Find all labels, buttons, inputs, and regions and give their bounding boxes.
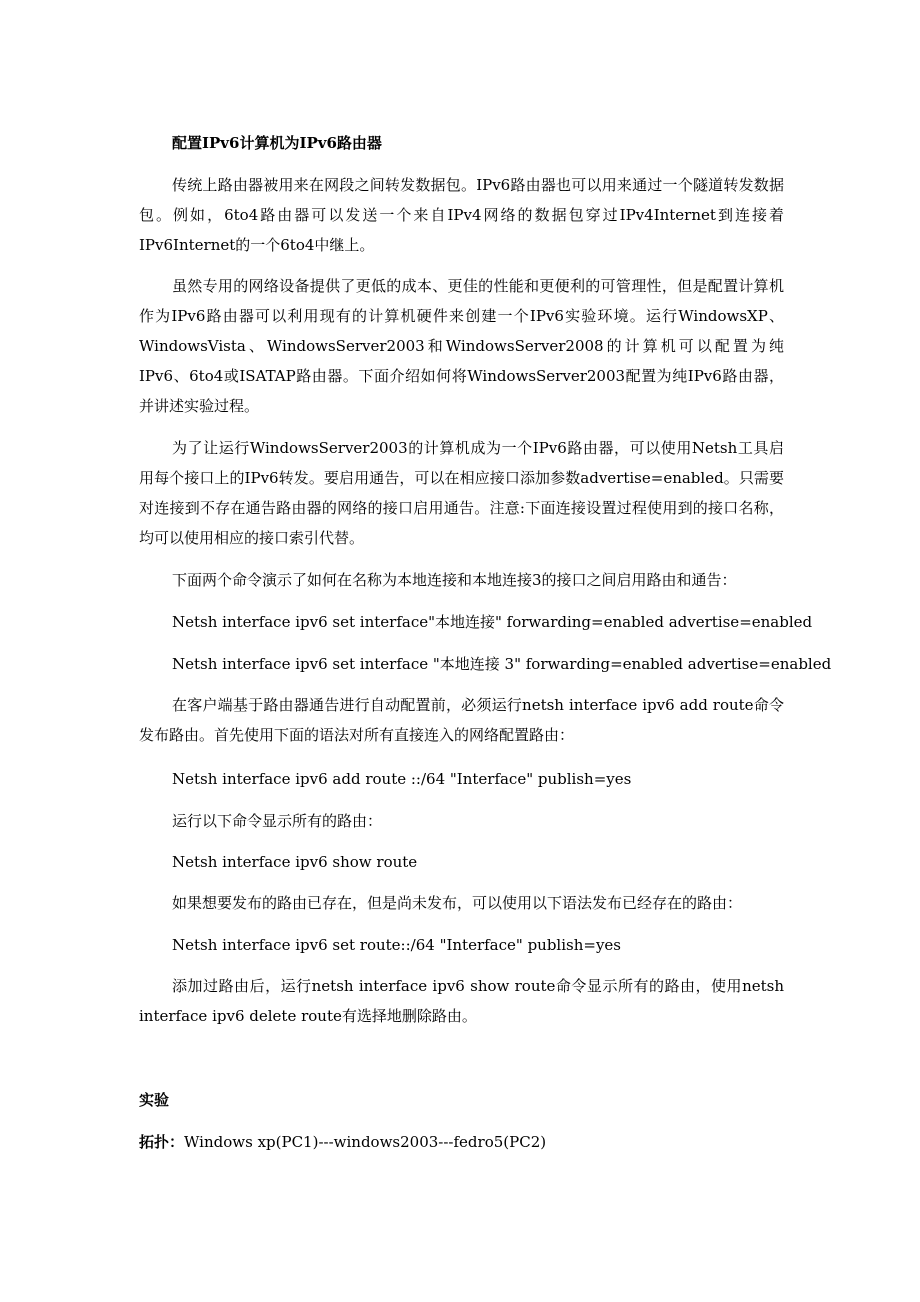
paragraph-routers: 传统上路由器被用来在网段之间转发数据包。IPv6路由器也可以用来通过一个隧道转发数据包。例如，6to4路由器可以发送一个来自IPv4网络的数据包穿过IPv4Internet到连接着IPv6Internet的一个6to4中继上。	[139, 176, 784, 254]
command-line-5: Netsh interface ipv6 set route::/64 "Interface" publish=yes	[172, 936, 622, 954]
command-line-1: Netsh interface ipv6 set interface"本地连接" forwarding=enabled advertise=enabled	[172, 613, 813, 631]
intro-commands-text: 下面两个命令演示了如何在名称为本地连接和本地连接3的接口之间启用路由和通告：	[172, 571, 737, 589]
publish-route-text: 如果想要发布的路由已存在，但是尚未发布，可以使用以下语法发布已经存在的路由：	[172, 894, 743, 912]
section-title: 实验	[139, 1091, 170, 1109]
command-line-2: Netsh interface ipv6 set interface "本地连接 3" forwarding=enabled advertise=enabled	[172, 655, 832, 673]
paragraph-after-routes: 添加过路由后，运行netsh interface ipv6 show route命令显示所有的路由，使用netsh interface ipv6 delete route有选择地删除路由。	[139, 977, 784, 1025]
page-title: 配置IPv6计算机为IPv6路由器	[172, 134, 382, 152]
topology-line	[139, 1127, 546, 1157]
topology-label: 拓扑：	[139, 1133, 185, 1151]
paragraph-dedicated-devices: 虽然专用的网络设备提供了更低的成本、更佳的性能和更便利的可管理性，但是配置计算机作为IPv6路由器可以利用现有的计算机硬件来创建一个IPv6实验环境。运行WindowsXP、WindowsVista、WindowsServer2003和WindowsServer2008的计算机可以配置为纯IPv6、6to4或ISATAP路由器。下面介绍如何将WindowsServer2003配置为纯IPv6路由器，并讲述实验过程。	[139, 277, 784, 415]
show-routes-text: 运行以下命令显示所有的路由：	[172, 812, 383, 830]
topology-value: Windows xp(PC1)---windows2003---fedro5(PC2)	[184, 1133, 547, 1151]
paragraph-add-route: 在客户端基于路由器通告进行自动配置前，必须运行netsh interface ipv6 add route命令发布路由。首先使用下面的语法对所有直接连入的网络配置路由：	[139, 696, 784, 744]
command-line-3: Netsh interface ipv6 add route ::/64 "Interface" publish=yes	[172, 770, 632, 788]
command-line-4: Netsh interface ipv6 show route	[172, 853, 418, 871]
paragraph-enable-forwarding: 为了让运行WindowsServer2003的计算机成为一个IPv6路由器，可以使用Netsh工具启用每个接口上的IPv6转发。要启用通告，可以在相应接口添加参数advertise=enabled。只需要对连接到不存在通告路由器的网络的接口启用通告。注意:下面连接设置过程使用到的接口名称，均可以使用相应的接口索引代替。	[139, 439, 784, 547]
